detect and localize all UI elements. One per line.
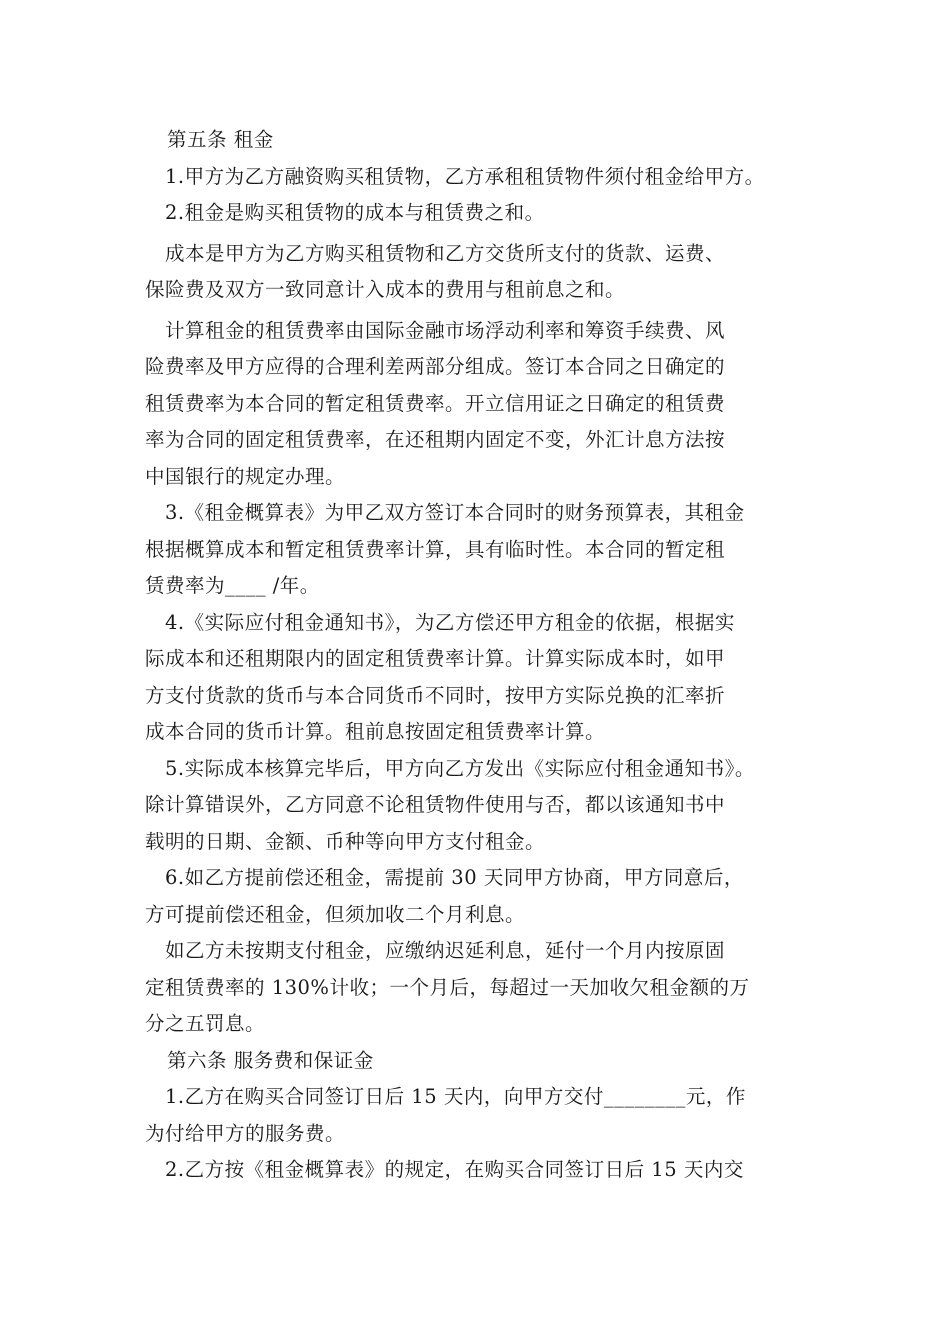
- paragraph-line: 如乙方未按期支付租金，应缴纳迟延利息，延付一个月内按原固: [165, 939, 726, 962]
- article-6-heading: 第六条 服务费和保证金: [167, 1048, 374, 1072]
- paragraph-line: 3.《租金概算表》为甲乙双方签订本合同时的财务预算表，其租金: [165, 501, 745, 524]
- article-5-heading: 第五条 租金: [167, 128, 274, 151]
- paragraph-line: 际成本和还租期限内的固定租赁费率计算。计算实际成本时，如甲: [145, 647, 726, 670]
- paragraph-line: 赁费率为____ /年。: [145, 574, 320, 597]
- paragraph-line: 成本合同的货币计算。租前息按固定租赁费率计算。: [145, 720, 606, 743]
- paragraph-line: 载明的日期、金额、币种等向甲方支付租金。: [145, 829, 546, 853]
- paragraph-line: 分之五罚息。: [145, 1012, 266, 1035]
- paragraph-line: 租赁费率为本合同的暂定租赁费率。开立信用证之日确定的租赁费: [145, 391, 726, 415]
- paragraph-line: 中国银行的规定办理。: [145, 464, 346, 488]
- paragraph-line: 方支付货款的货币与本合同货币不同时，按甲方实际兑换的汇率折: [145, 683, 726, 707]
- paragraph-line: 根据概算成本和暂定租赁费率计算，具有临时性。本合同的暂定租: [145, 537, 726, 561]
- paragraph-line: 率为合同的固定租赁费率，在还租期内固定不变，外汇计息方法按: [145, 428, 726, 451]
- paragraph-line: 计算租金的租赁费率由国际金融市场浮动利率和筹资手续费、风: [165, 318, 726, 342]
- paragraph-line: 2.乙方按《租金概算表》的规定，在购买合同签订日后 15 天内交: [165, 1158, 744, 1181]
- paragraph-line: 成本是甲方为乙方购买租赁物和乙方交货所支付的货款、运费、: [165, 241, 726, 265]
- paragraph-line: 险费率及甲方应得的合理利差两部分组成。签订本合同之日确定的: [145, 355, 726, 378]
- paragraph-line: 除计算错误外，乙方同意不论租赁物件使用与否，都以该通知书中: [145, 793, 726, 816]
- paragraph-line: 定租赁费率的 130%计收；一个月后，每超过一天加收欠租金额的万: [145, 975, 750, 999]
- paragraph-line: 保险费及双方一致同意计入成本的费用与租前息之和。: [145, 278, 626, 301]
- paragraph-line: 2.租金是购买租赁物的成本与租赁费之和。: [165, 201, 545, 224]
- document-page: [145, 122, 815, 1189]
- paragraph-line: 1.乙方在购买合同签订日后 15 天内，向甲方交付________元，作: [165, 1085, 746, 1108]
- paragraph-line: 方可提前偿还租金，但须加收二个月利息。: [145, 902, 526, 926]
- paragraph-line: 为付给甲方的服务费。: [145, 1121, 346, 1145]
- paragraph-line: 6.如乙方提前偿还租金，需提前 30 天同甲方协商，甲方同意后，: [165, 866, 744, 889]
- paragraph-line: 5.实际成本核算完毕后，甲方向乙方发出《实际应付租金通知书》。: [165, 756, 755, 780]
- paragraph-line: 4.《实际应付租金通知书》，为乙方偿还甲方租金的依据，根据实: [165, 610, 735, 634]
- paragraph-line: 1.甲方为乙方融资购买租赁物，乙方承租租赁物件须付租金给甲方。: [165, 164, 765, 188]
